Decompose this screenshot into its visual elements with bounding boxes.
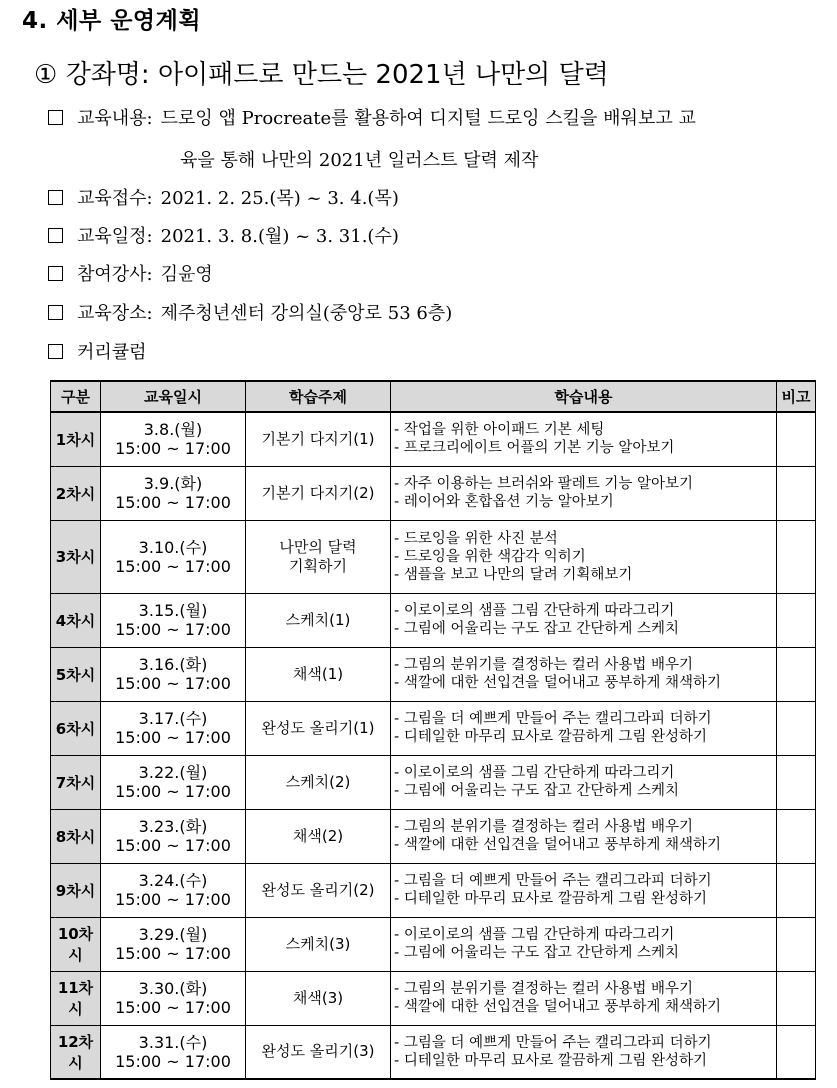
content-cell xyxy=(391,971,777,1025)
item-curriculum xyxy=(48,338,155,364)
content-line: - 그림을 더 예쁘게 만들어 주는 캘리그라피 더하기 xyxy=(394,873,712,889)
time-text: 15:00 ~ 17:00 xyxy=(115,439,231,459)
item-label: 커리큘럼 xyxy=(77,342,147,363)
time-text: 15:00 ~ 17:00 xyxy=(115,998,231,1017)
note-cell xyxy=(777,647,816,701)
datetime-cell xyxy=(101,701,246,755)
item-label: 교육접수: xyxy=(77,188,153,209)
item-label: 참여강사: xyxy=(77,264,153,285)
datetime-cell xyxy=(101,809,246,863)
note-cell xyxy=(777,412,816,466)
content-line: - 자주 이용하는 브러쉬와 팔레트 기능 알아보기 xyxy=(394,476,694,492)
table-row xyxy=(51,917,816,971)
item-label: 교육장소: xyxy=(77,303,153,324)
date-text: 3.30.(화) xyxy=(138,979,208,998)
date-text: 3.31.(수) xyxy=(138,1032,208,1052)
note-cell xyxy=(777,917,816,971)
note-cell xyxy=(777,863,816,917)
checkbox-square-icon xyxy=(48,228,63,243)
content-line: - 그림에 어울리는 구도 잡고 간단하게 스케치 xyxy=(394,945,680,961)
header-datetime: 교육일시 xyxy=(101,381,246,412)
content-cell xyxy=(391,647,777,701)
item-label: 교육일정: xyxy=(77,226,153,247)
datetime-cell xyxy=(101,917,246,971)
session-cell: 9차시 xyxy=(51,863,101,917)
checkbox-square-icon xyxy=(48,266,63,281)
content-line: - 색깔에 대한 선입견을 덜어내고 풍부하게 채색하기 xyxy=(394,999,722,1015)
table-row xyxy=(51,466,816,520)
time-text: 15:00 ~ 17:00 xyxy=(115,1051,231,1071)
content-line: - 디테일한 마무리 묘사로 깔끔하게 그림 완성하기 xyxy=(394,729,708,745)
content-line: - 색깔에 대한 선입견을 덜어내고 풍부하게 채색하기 xyxy=(394,675,722,691)
note-cell xyxy=(777,701,816,755)
note-cell xyxy=(777,755,816,809)
table-row xyxy=(51,755,816,809)
session-cell: 11차시 xyxy=(51,971,101,1025)
topic-cell xyxy=(246,466,391,520)
content-line: - 레이어와 혼합옵션 기능 알아보기 xyxy=(394,494,614,510)
item-value: 제주청년센터 강의실(중앙로 53 6층) xyxy=(160,303,453,324)
header-topic: 학습주제 xyxy=(246,381,391,412)
checkbox-square-icon xyxy=(48,110,63,125)
note-cell xyxy=(777,466,816,520)
table-row xyxy=(51,863,816,917)
note-cell xyxy=(777,593,816,647)
session-cell: 8차시 xyxy=(51,809,101,863)
section-heading: 4. 세부 운영계획 xyxy=(22,8,202,34)
content-cell xyxy=(391,466,777,520)
topic-cell xyxy=(246,971,391,1025)
content-line: - 그림에 어울리는 구도 잡고 간단하게 스케치 xyxy=(394,783,680,799)
content-cell xyxy=(391,593,777,647)
item-schedule xyxy=(48,222,399,248)
content-line: - 드로잉을 위한 색감각 익히기 xyxy=(394,548,586,565)
content-line: - 이로이로의 샘플 그림 간단하게 따라그리기 xyxy=(394,765,675,781)
content-line: - 그림을 더 예쁘게 만들어 주는 캘리그라피 더하기 xyxy=(394,711,712,727)
table-row xyxy=(51,647,816,701)
note-cell xyxy=(777,520,816,593)
item-value: 김윤영 xyxy=(160,264,213,285)
item-value-continuation: 육을 통해 나만의 2021년 일러스트 달력 제작 xyxy=(180,150,539,171)
date-text: 3.17.(수) xyxy=(138,709,208,728)
session-cell: 3차시 xyxy=(51,520,101,593)
topic-line: 기본기 다지기(1) xyxy=(261,429,375,448)
content-line: - 그림의 분위기를 결정하는 컬러 사용법 배우기 xyxy=(394,657,694,673)
date-text: 3.8.(월) xyxy=(143,420,203,440)
datetime-cell xyxy=(101,593,246,647)
time-text: 15:00 ~ 17:00 xyxy=(115,890,231,909)
session-cell: 10차시 xyxy=(51,917,101,971)
note-cell xyxy=(777,971,816,1025)
checkbox-square-icon xyxy=(48,190,63,205)
checkbox-square-icon xyxy=(48,305,63,320)
item-label: 교육내용: xyxy=(77,108,153,129)
topic-cell xyxy=(246,917,391,971)
time-text: 15:00 ~ 17:00 xyxy=(115,944,231,963)
content-line: - 그림의 분위기를 결정하는 컬러 사용법 배우기 xyxy=(394,981,694,997)
time-text: 15:00 ~ 17:00 xyxy=(115,674,231,693)
content-line: - 드로잉을 위한 사진 분석 xyxy=(394,530,558,547)
checkbox-square-icon xyxy=(48,344,63,359)
content-line: - 그림의 분위기를 결정하는 컬러 사용법 배우기 xyxy=(394,819,694,835)
topic-line: 기본기 다지기(2) xyxy=(261,483,375,502)
table-row xyxy=(51,593,816,647)
content-line: - 프로크리에이트 어플의 기본 기능 알아보기 xyxy=(394,440,675,457)
content-cell xyxy=(391,412,777,466)
topic-cell xyxy=(246,809,391,863)
table-header-row xyxy=(51,381,816,412)
content-line: - 디테일한 마무리 묘사로 깔끔하게 그림 완성하기 xyxy=(394,891,708,907)
date-text: 3.23.(화) xyxy=(138,817,208,836)
header-content: 학습내용 xyxy=(391,381,777,412)
session-cell: 7차시 xyxy=(51,755,101,809)
datetime-cell xyxy=(101,755,246,809)
datetime-cell xyxy=(101,863,246,917)
datetime-cell xyxy=(101,971,246,1025)
item-location xyxy=(48,299,452,325)
item-value: 2021. 3. 8.(월) ~ 3. 31.(수) xyxy=(160,226,399,247)
topic-line: 채색(1) xyxy=(292,664,344,683)
date-text: 3.10.(수) xyxy=(138,537,208,557)
topic-cell xyxy=(246,701,391,755)
table-row xyxy=(51,412,816,466)
time-text: 15:00 ~ 17:00 xyxy=(115,836,231,855)
topic-cell xyxy=(246,593,391,647)
topic-cell xyxy=(246,863,391,917)
session-cell: 1차시 xyxy=(51,412,101,466)
course-title: ① 강좌명: 아이패드로 만드는 2021년 나만의 달력 xyxy=(34,60,609,90)
date-text: 3.24.(수) xyxy=(138,871,208,890)
topic-cell xyxy=(246,1025,391,1079)
date-text: 3.29.(월) xyxy=(138,925,208,944)
date-text: 3.9.(화) xyxy=(143,474,203,493)
table-row xyxy=(51,1025,816,1079)
time-text: 15:00 ~ 17:00 xyxy=(115,493,231,512)
session-cell: 5차시 xyxy=(51,647,101,701)
topic-cell xyxy=(246,520,391,593)
date-text: 3.15.(월) xyxy=(138,601,208,620)
content-cell xyxy=(391,701,777,755)
time-text: 15:00 ~ 17:00 xyxy=(115,620,231,639)
topic-line: 스케치(2) xyxy=(285,772,351,791)
session-cell: 12차시 xyxy=(51,1025,101,1079)
session-cell: 6차시 xyxy=(51,701,101,755)
content-line: - 샘플을 보고 나만의 달려 기획해보기 xyxy=(394,566,633,583)
date-text: 3.16.(화) xyxy=(138,655,208,674)
content-cell xyxy=(391,809,777,863)
content-cell xyxy=(391,863,777,917)
item-value: 드로잉 앱 Procreate를 활용하여 디지털 드로잉 스킬을 배워보고 교 xyxy=(160,108,696,129)
table-row xyxy=(51,701,816,755)
date-text: 3.22.(월) xyxy=(138,763,208,782)
item-value: 2021. 2. 25.(목) ~ 3. 4.(목) xyxy=(160,188,399,209)
topic-cell xyxy=(246,647,391,701)
content-line: - 이로이로의 샘플 그림 간단하게 따라그리기 xyxy=(394,603,675,619)
content-line: - 그림을 더 예쁘게 만들어 주는 캘리그라피 더하기 xyxy=(394,1034,712,1051)
content-cell xyxy=(391,1025,777,1079)
time-text: 15:00 ~ 17:00 xyxy=(115,782,231,801)
session-cell: 2차시 xyxy=(51,466,101,520)
topic-cell xyxy=(246,755,391,809)
topic-line: 채색(2) xyxy=(292,826,344,845)
content-line: - 작업을 위한 아이패드 기본 세팅 xyxy=(394,422,605,439)
table-row xyxy=(51,520,816,593)
time-text: 15:00 ~ 17:00 xyxy=(115,728,231,747)
item-instructor xyxy=(48,260,213,286)
content-cell xyxy=(391,755,777,809)
datetime-cell xyxy=(101,520,246,593)
content-line: - 이로이로의 샘플 그림 간단하게 따라그리기 xyxy=(394,927,675,943)
datetime-cell xyxy=(101,1025,246,1079)
topic-line: 스케치(1) xyxy=(285,610,351,629)
datetime-cell xyxy=(101,412,246,466)
curriculum-table xyxy=(50,380,816,1080)
time-text: 15:00 ~ 17:00 xyxy=(115,556,231,576)
table-row xyxy=(51,809,816,863)
topic-line: 채색(3) xyxy=(292,988,344,1007)
content-line: - 디테일한 마무리 묘사로 깔끔하게 그림 완성하기 xyxy=(394,1052,708,1069)
topic-line: 기획하기 xyxy=(289,556,347,575)
item-registration xyxy=(48,184,399,210)
header-note: 비고 xyxy=(777,381,816,412)
content-cell xyxy=(391,917,777,971)
topic-cell xyxy=(246,412,391,466)
item-education-content xyxy=(48,104,696,130)
content-line: - 색깔에 대한 선입견을 덜어내고 풍부하게 채색하기 xyxy=(394,837,722,853)
topic-line: 스케치(3) xyxy=(285,934,351,953)
content-line: - 그림에 어울리는 구도 잡고 간단하게 스케치 xyxy=(394,621,680,637)
content-cell xyxy=(391,520,777,593)
table-row xyxy=(51,971,816,1025)
note-cell xyxy=(777,809,816,863)
topic-line: 완성도 올리기(3) xyxy=(261,1042,375,1061)
datetime-cell xyxy=(101,466,246,520)
session-cell: 4차시 xyxy=(51,593,101,647)
header-session: 구분 xyxy=(51,381,101,412)
note-cell xyxy=(777,1025,816,1079)
topic-line: 완성도 올리기(2) xyxy=(261,880,375,899)
topic-line: 완성도 올리기(1) xyxy=(261,718,375,737)
datetime-cell xyxy=(101,647,246,701)
topic-line: 나만의 달력 xyxy=(279,537,357,556)
